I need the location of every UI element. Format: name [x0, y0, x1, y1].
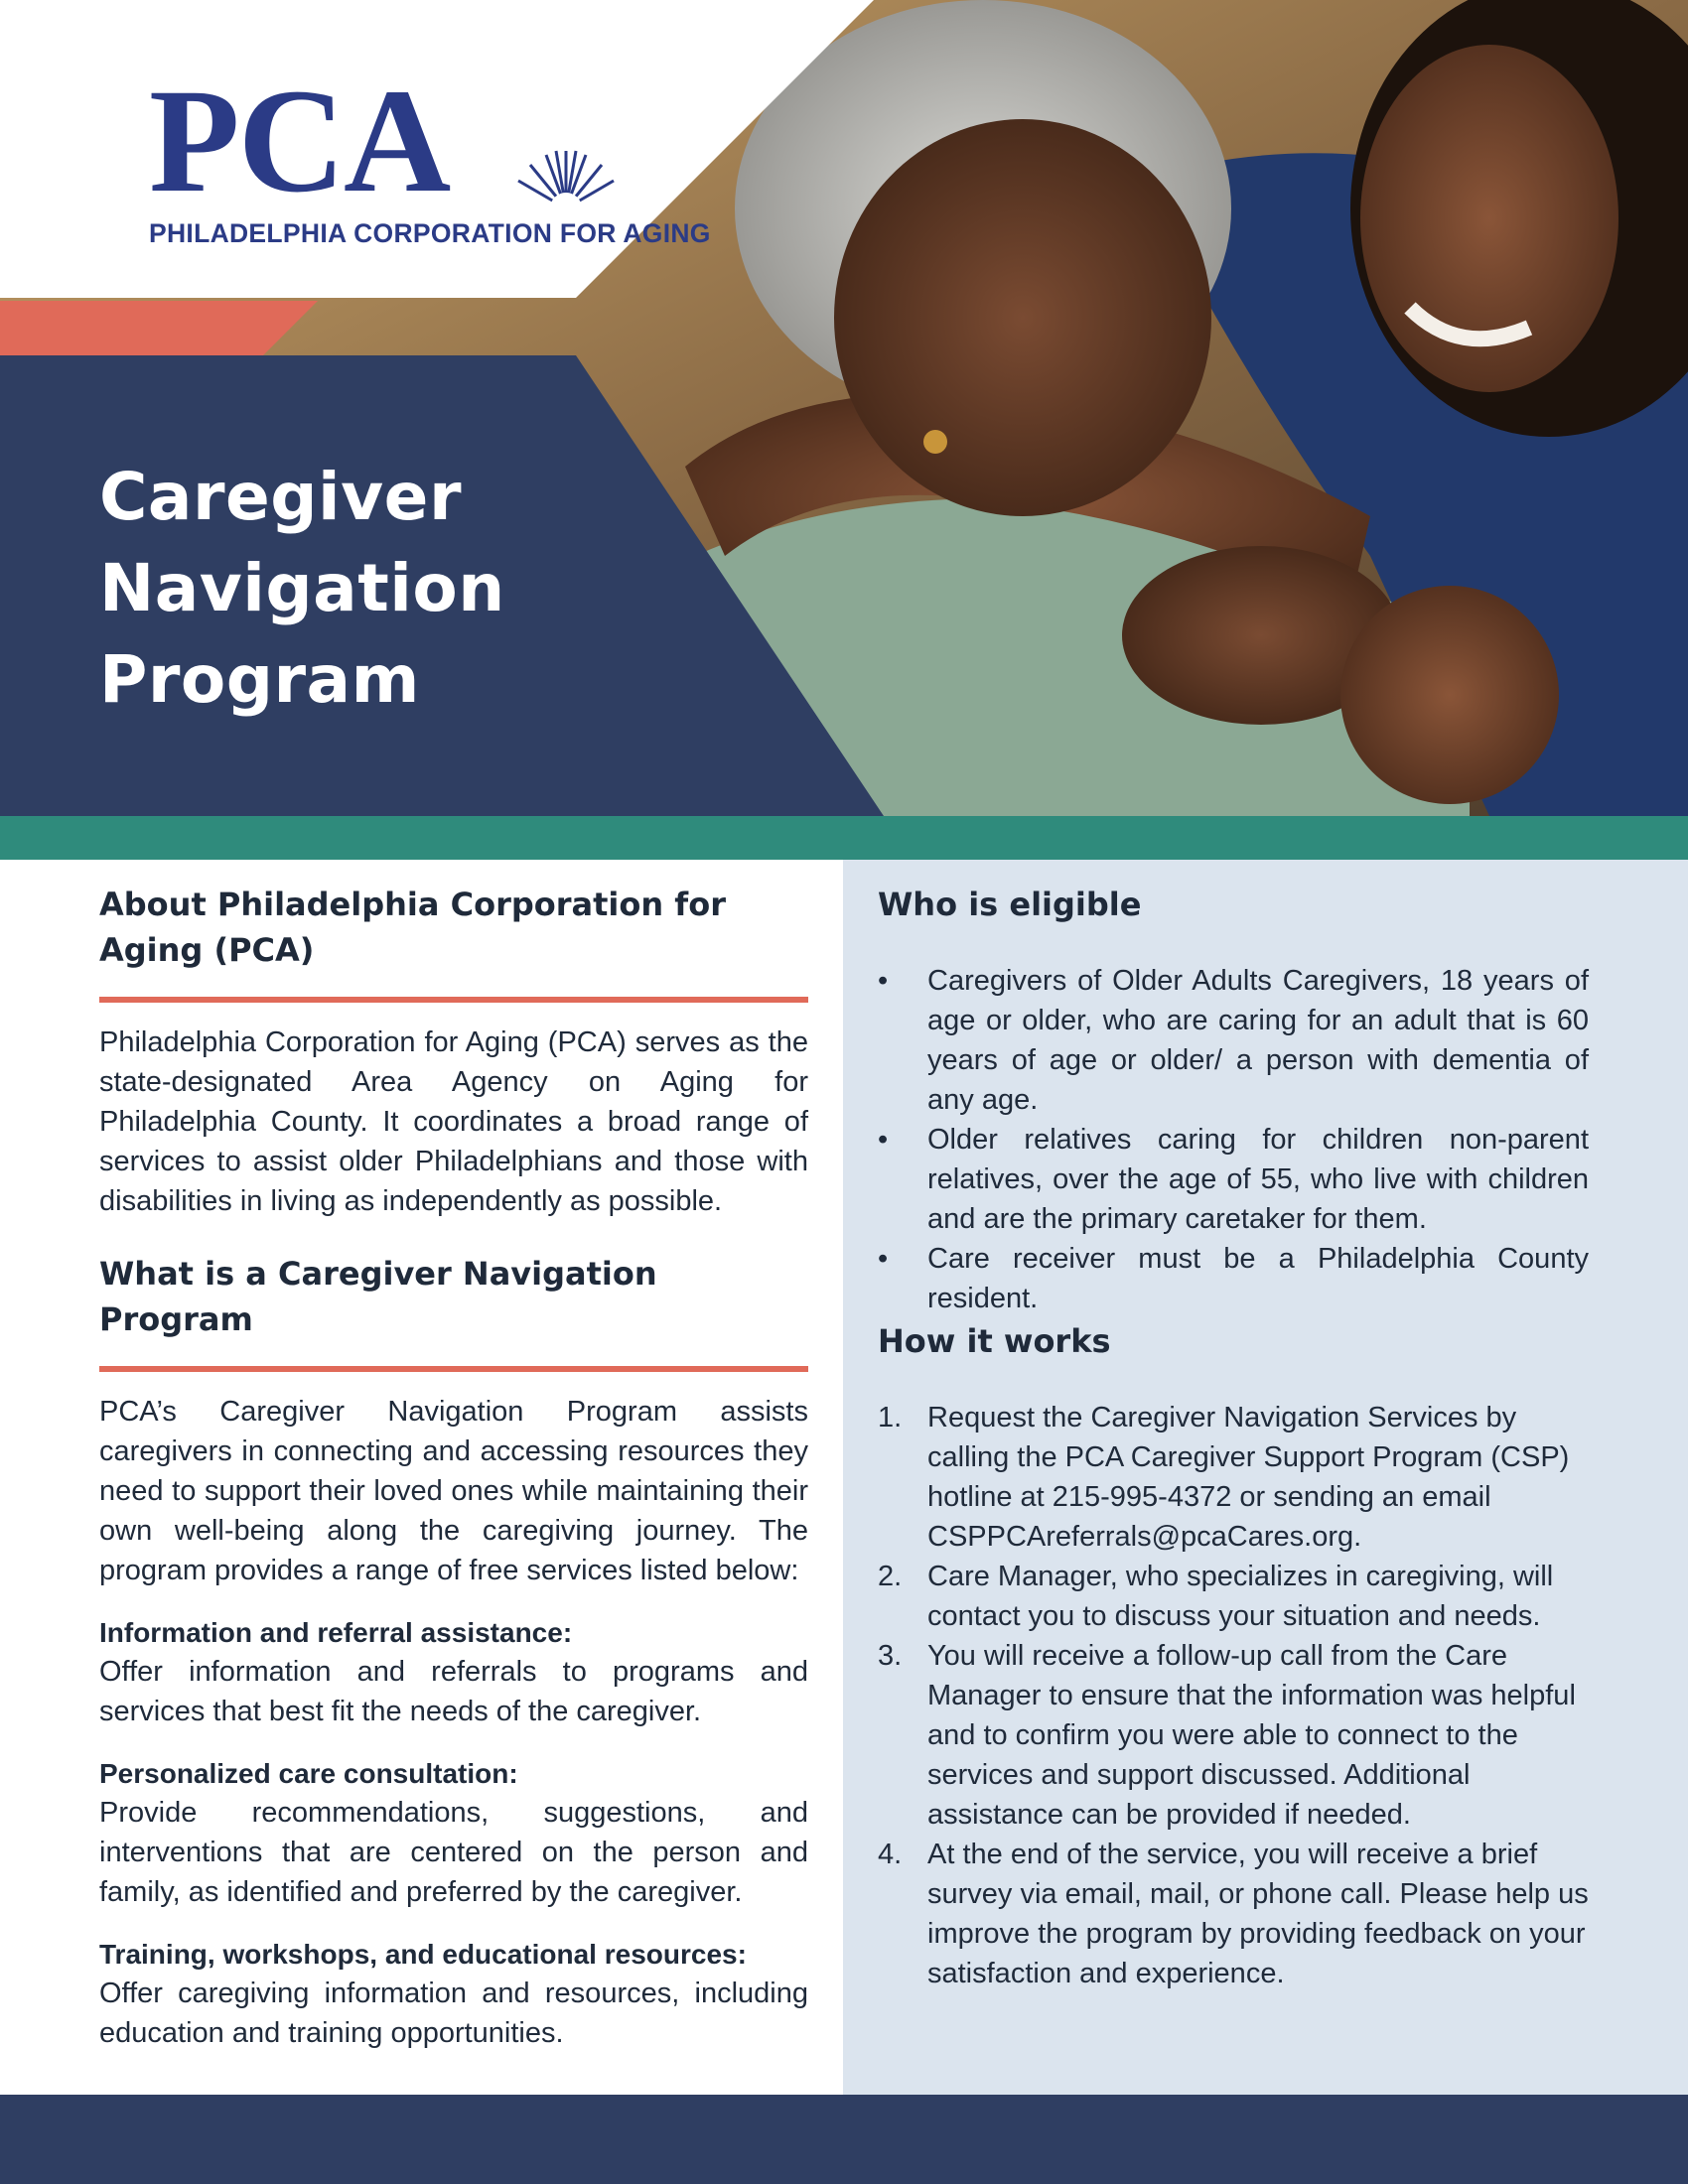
service-title: Information and referral assistance: — [99, 1617, 573, 1648]
eligibility-text: Older relatives caring for children non-parent relatives, over the age of 55, who live with children and are the primary caretaker for them. — [927, 1124, 1589, 1235]
sunburst-icon — [506, 131, 626, 210]
step-item — [878, 1636, 1589, 1835]
about-text: Philadelphia Corporation for Aging (PCA) serves as the state-designated Area Agency on Aging for Philadelphia County. It coordinates a broad range of services to assist older Philadelphians and those with disabilities in living as independently as possible. — [99, 1026, 808, 1217]
step-text: Request the Caregiver Navigation Services by calling the PCA Caregiver Support Program (CSP) hotline at 215-995-4372 or sending an email CSPPCAreferrals@pcaCares.org. — [927, 1402, 1570, 1553]
title-line: Navigation — [99, 550, 505, 626]
eligibility-list — [878, 961, 1589, 1318]
page-title — [99, 452, 505, 726]
step-number: 4. — [878, 1839, 903, 1870]
service-text: Offer information and referrals to programs and services that best fit the needs of the caregiver. — [99, 1656, 808, 1727]
list-item — [878, 1120, 1589, 1239]
logo-wordmark: PCA — [149, 59, 450, 223]
coral-rule — [99, 997, 808, 1003]
what-heading: What is a Caregiver Navigation Program — [99, 1255, 657, 1338]
about-heading: About Philadelphia Corporation for Aging (PCA) — [99, 886, 726, 969]
title-line: Program — [99, 641, 420, 718]
list-item — [878, 961, 1589, 1120]
step-number: 3. — [878, 1640, 903, 1672]
title-line: Caregiver — [99, 459, 462, 535]
service-title: Personalized care consultation: — [99, 1758, 518, 1789]
service-item — [99, 1936, 808, 2053]
hero-banner — [0, 0, 1688, 816]
step-item — [878, 1835, 1589, 1993]
service-item — [99, 1755, 808, 1912]
coral-rule — [99, 1366, 808, 1372]
service-item — [99, 1614, 808, 1731]
service-text: Offer caregiving information and resources, including education and training opportunities. — [99, 1978, 808, 2049]
logo-subtitle: PHILADELPHIA CORPORATION FOR AGING — [149, 218, 711, 248]
eligible-heading: Who is eligible — [878, 886, 1142, 923]
step-text: You will receive a follow-up call from the Care Manager to ensure that the information was helpful and to confirm you were able to connect to the services and support discussed. Additional assistance can be provided if needed. — [927, 1640, 1576, 1831]
step-number: 1. — [878, 1402, 903, 1433]
bullet-icon: • — [878, 1243, 889, 1275]
pca-logo — [149, 59, 711, 249]
eligibility-text: Care receiver must be a Philadelphia County resident. — [927, 1243, 1589, 1314]
left-column — [99, 882, 808, 2053]
service-text: Provide recommendations, suggestions, and interventions that are centered on the person and family, as identified and preferred by the caregiver. — [99, 1797, 808, 1908]
step-item — [878, 1557, 1589, 1636]
step-text: Care Manager, who specializes in caregiving, will contact you to discuss your situation and needs. — [927, 1561, 1554, 1632]
footer-band — [0, 2095, 1688, 2184]
teal-divider — [0, 816, 1688, 860]
steps-list — [878, 1398, 1589, 1993]
right-column — [878, 882, 1589, 1993]
step-text: At the end of the service, you will receive a brief survey via email, mail, or phone call. Please help us improve the program by providing feedback on your satisfaction and experience. — [927, 1839, 1589, 1989]
step-item — [878, 1398, 1589, 1557]
bullet-icon: • — [878, 1124, 889, 1156]
list-item — [878, 1239, 1589, 1318]
bullet-icon: • — [878, 965, 889, 997]
service-title: Training, workshops, and educational resources: — [99, 1939, 747, 1970]
how-heading: How it works — [878, 1322, 1111, 1360]
eligibility-text: Caregivers of Older Adults Caregivers, 18 years of age or older, who are caring for an adult that is 60 years of age or older/ a person with dementia of any age. — [927, 965, 1589, 1116]
step-number: 2. — [878, 1561, 903, 1592]
what-text: PCA’s Caregiver Navigation Program assists caregivers in connecting and accessing resources they need to support their loved ones while maintaining their own well-being along the caregiving journey. The program provides a range of free services listed below: — [99, 1396, 808, 1586]
